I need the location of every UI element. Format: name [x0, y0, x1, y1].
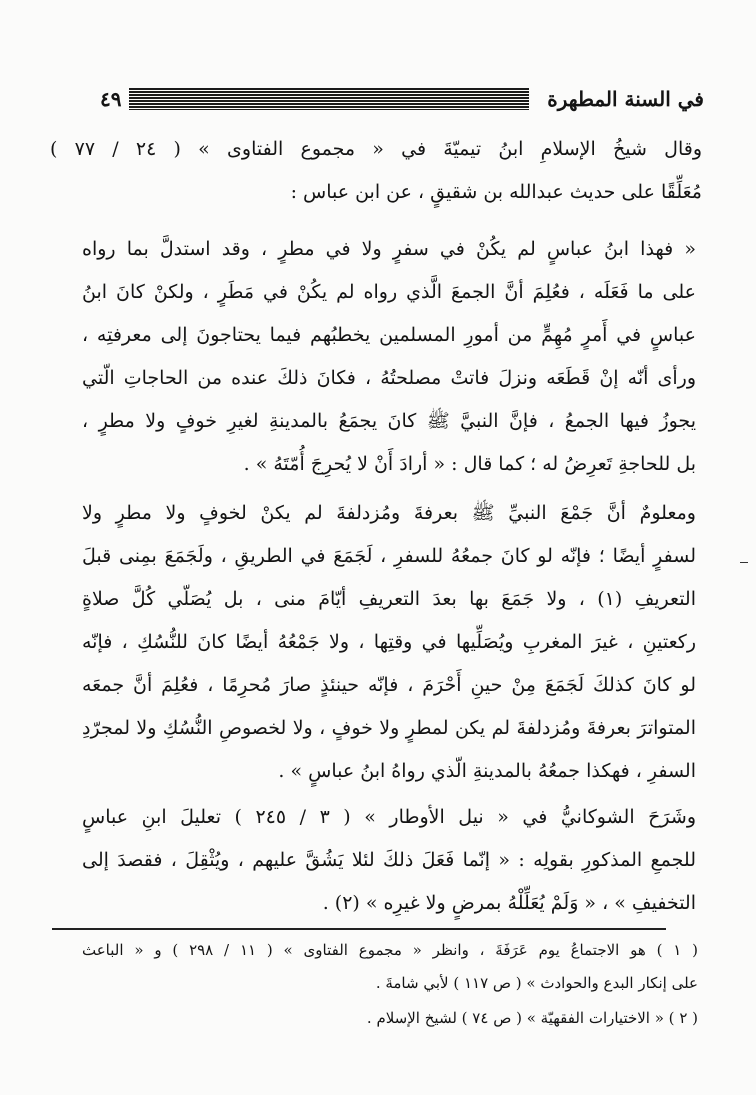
running-header — [100, 84, 704, 114]
text-line: ورأى أنّه إنْ قَطَعَه ونزلَ فاتتْ مصلحتُهُ ، فكانَ ذلكَ عنده من الحاجاتِ الّتي — [82, 367, 696, 389]
text-line: التخفيفِ » ، « وَلَمْ يُعَلِّلْهُ بمرضٍ ولا غيرِه » (٢) . — [322, 892, 696, 914]
book-title: في السنة المطهرة — [547, 87, 704, 111]
footnote-line: ( ١ ) هو الاجتماعُ يوم عَرَفَةَ ، وانظر « مجموع الفتاوى » ( ١١ / ٢٩٨ ) و « الباعث — [82, 941, 698, 959]
paragraph-ibn-taymiyya-intro — [50, 128, 702, 214]
footnote-separator — [52, 928, 666, 930]
footnote-line: ( ٢ ) « الاختيارات الفقهيّة » ( ص ٧٤ ) لشيخ الإسلام . — [366, 1009, 698, 1027]
footnote-1 — [82, 934, 698, 1000]
text-line: مُعَلِّقًا على حديث عبدالله بن شقيقٍ ، عن ابن عباس : — [290, 181, 702, 203]
text-line: المتواترَ بعرفةَ ومُزدلفةَ لم يكن لمطرٍ ولا خوفٍ ، ولا لخصوصِ النُّسُكِ ولا لمجرّدِ — [82, 717, 696, 739]
text-line: للجمعِ المذكورِ بقولِه : « إنّما فَعَلَ ذلكَ لئلا يَشُقَّ عليهم ، ويُثْقِلَ ، فقصدَ إلى — [82, 849, 696, 871]
text-line: السفرِ ، فهكذا جمعُهُ بالمدينةِ الّذي رواهُ ابنُ عباسٍ » . — [278, 760, 696, 782]
text-line: يجوزُ فيها الجمعُ ، فإنَّ النبيَّ ﷺ كانَ يجمَعُ بالمدينةِ لغيرِ خوفٍ ولا مطرٍ ، — [82, 410, 696, 432]
text-line: ركعتينِ ، غيرَ المغربِ ويُصَلِّيها في وقتِها ، ولا جَمْعُهُ أيضًا كانَ للنُّسُكِ ، فإنّه — [82, 631, 696, 653]
text-line: عباسٍ في أَمرٍ مُهِمٍّ من أمورِ المسلمين يخطبُهم فيما يحتاجونَ إلى معرفتِه ، — [82, 324, 696, 346]
text-line: وقال شيخُ الإسلامِ ابنُ تيميّةَ في « مجموع الفتاوى » ( ٢٤ / ٧٧ ) — [50, 138, 702, 160]
margin-tick-mark — [740, 562, 748, 563]
text-line: التعريفِ (١) ، ولا جَمَعَ بها بعدَ التعريفِ أيّامَ منى ، بل يُصَلّي كُلَّ صلاةٍ — [82, 588, 696, 610]
paragraph-shawkani — [82, 796, 696, 925]
text-line: « فهذا ابنُ عباسٍ لم يكُنْ في سفرٍ ولا في مطرٍ ، وقد استدلَّ بما رواه — [82, 238, 696, 260]
footnote-2 — [82, 1002, 698, 1035]
page-number: ٤٩ — [100, 87, 122, 111]
text-line: ومعلومٌ أنَّ جَمْعَ النبيِّ ﷺ بعرفةَ ومُزدلفةَ لم يكنْ لخوفٍ ولا مطرٍ ولا — [82, 502, 696, 524]
paragraph-arafah-muzdalifah — [82, 492, 696, 793]
text-line: لسفرٍ أيضًا ؛ فإنّه لو كانَ جمعُهُ للسفرِ ، لَجَمَعَ في الطريقِ ، ولَجَمَعَ بمِنى قبلَ — [82, 545, 696, 567]
text-line: وشَرَحَ الشوكانيُّ في « نيل الأوطار » ( ٣ / ٢٤٥ ) تعليلَ ابنِ عباسٍ — [82, 806, 696, 828]
footnote-line: على إنكار البدع والحوادث » ( ص ١١٧ ) لأبي شامةَ . — [375, 974, 698, 992]
text-line: على ما فَعَلَه ، فعُلِمَ أنَّ الجمعَ الَّذي رواه لم يكُنْ في مَطَرٍ ، ولكنْ كانَ ابنُ — [82, 281, 696, 303]
text-line: لو كانَ كذلكَ لَجَمَعَ مِنْ حينِ أَحْرَمَ ، فإنّه حينئذٍ صارَ مُحرِمًا ، فعُلِمَ أنَّ جمعَه — [82, 674, 696, 696]
text-line: بل للحاجةِ تَعرِضُ له ؛ كما قال : « أرادَ أَنْ لا يُحرِجَ أُمّتَهُ » . — [243, 453, 696, 475]
header-rule — [129, 88, 529, 110]
quote-ibn-taymiyya — [82, 228, 696, 486]
